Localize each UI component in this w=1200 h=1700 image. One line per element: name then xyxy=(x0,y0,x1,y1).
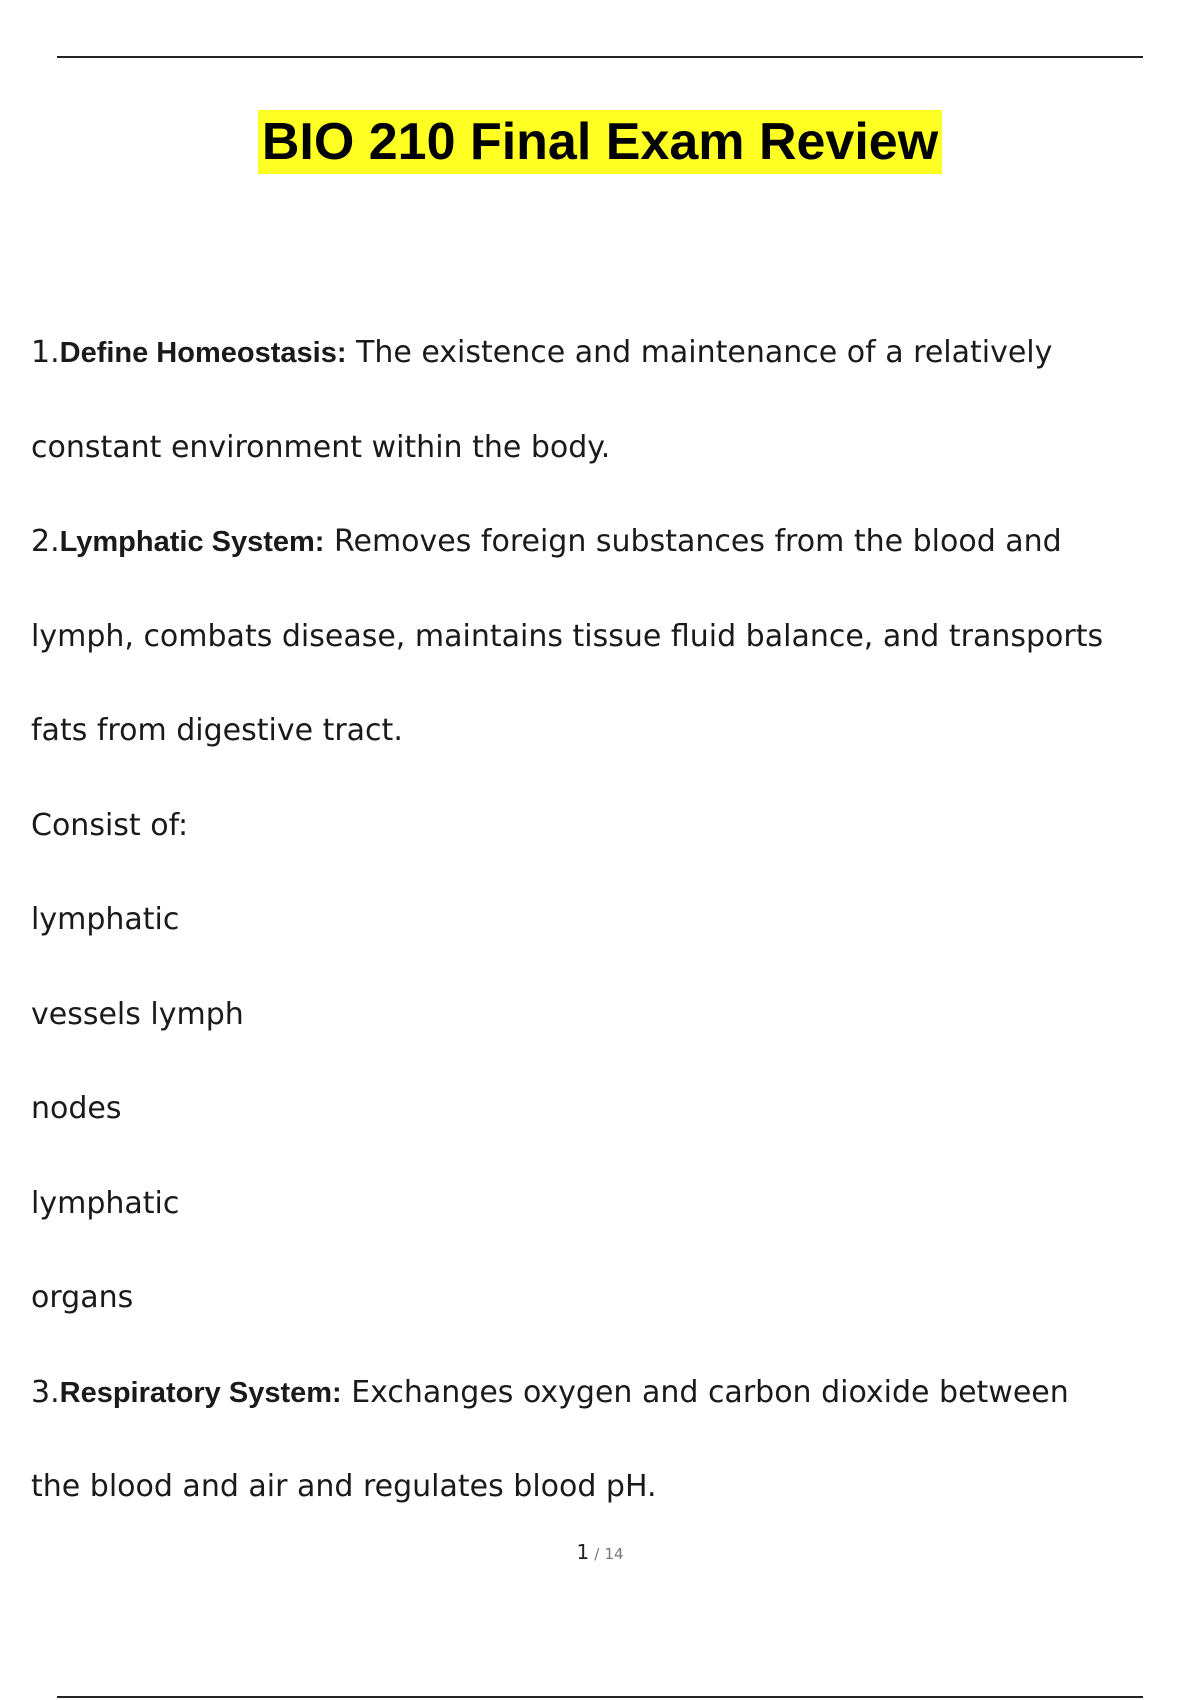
title-container xyxy=(0,110,1200,174)
item-continuation: lymphatic xyxy=(31,902,180,937)
item-continuation: lymphatic xyxy=(31,1185,180,1221)
item-text: The existence and maintenance of a relatively xyxy=(346,335,1053,370)
item-continuation: nodes xyxy=(31,1091,122,1126)
item-text: Removes foreign substances from the blood and xyxy=(324,524,1062,559)
item-term: Define Homeostasis: xyxy=(59,337,347,369)
document-body xyxy=(31,325,1191,1554)
bottom-rule xyxy=(57,1696,1143,1698)
item-continuation: the blood and air and regulates blood pH. xyxy=(31,1469,657,1504)
item-3-line xyxy=(31,1365,1191,1460)
item-continuation: Consist of: xyxy=(31,807,189,843)
item-continuation: organs xyxy=(31,1280,134,1315)
item-term: Respiratory System: xyxy=(59,1376,342,1409)
current-page: 1 xyxy=(576,1540,590,1564)
item-continuation: lymph, combats disease, maintains tissue fluid balance, and transports xyxy=(31,618,1104,654)
item-number: 3. xyxy=(31,1374,60,1410)
page-indicator xyxy=(0,1540,1200,1564)
item-number: 2. xyxy=(31,524,60,559)
item-text: Exchanges oxygen and carbon dioxide between xyxy=(341,1374,1069,1410)
item-number: 1. xyxy=(31,335,60,370)
document-title: BIO 210 Final Exam Review xyxy=(258,110,942,174)
item-continuation: constant environment within the body. xyxy=(31,429,611,465)
item-term: Lymphatic System: xyxy=(59,526,325,558)
total-pages: 14 xyxy=(604,1545,624,1563)
item-2-line xyxy=(31,514,1191,609)
item-continuation: vessels lymph xyxy=(31,996,244,1032)
page-separator: / xyxy=(594,1545,600,1563)
item-continuation: fats from digestive tract. xyxy=(31,713,403,748)
item-1-line xyxy=(31,325,1191,420)
top-rule xyxy=(57,56,1143,58)
